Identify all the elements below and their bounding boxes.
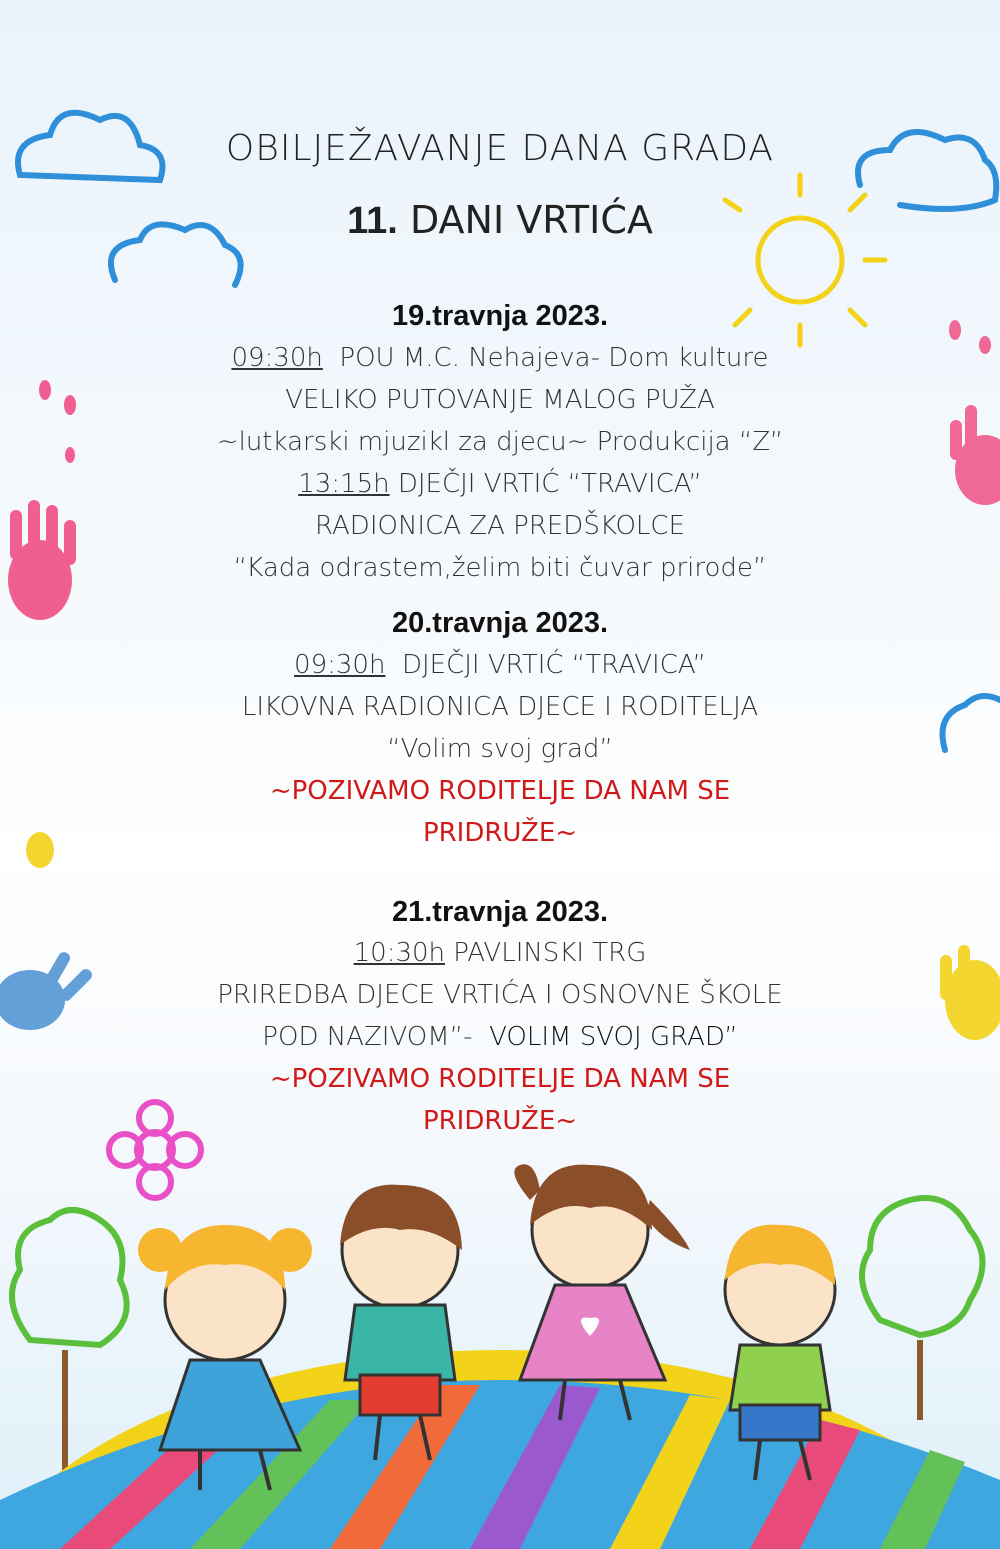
parent-invite: ~POZIVAMO RODITELJE DA NAM SE (269, 1064, 731, 1094)
parent-invite: ~POZIVAMO RODITELJE DA NAM SE (269, 776, 731, 806)
event-line: LIKOVNA RADIONICA DJECE I RODITELJA (241, 692, 759, 722)
subtitle-text: DANI VRTIĆA (409, 198, 653, 242)
event-header (0, 343, 1000, 373)
event-place: POU M.C. Nehajeva- Dom kulture (339, 343, 769, 373)
event-place: PAVLINSKI TRG (453, 938, 647, 968)
day-date: 20.travnja 2023. (391, 607, 609, 639)
parent-invite: PRIDRUŽE~ (422, 1106, 578, 1136)
event-line: “Kada odrastem,želim biti čuvar prirode” (233, 553, 767, 583)
tree-icon (12, 1210, 127, 1470)
event-time: 09:30h (294, 650, 386, 680)
event-place: DJEČJI VRTIĆ “TRAVICA” (401, 650, 706, 680)
child-girl-blue-illustration (138, 1225, 312, 1490)
poster-title: OBILJEŽAVANJE DANA GRADA (225, 128, 775, 169)
event-time: 09:30h (231, 343, 323, 373)
subtitle-number: 11. (347, 200, 398, 242)
event-line: VELIKO PUTOVANJE MALOG PUŽA (285, 385, 715, 415)
event-line (0, 1022, 1000, 1052)
parent-invite: PRIDRUŽE~ (422, 818, 578, 848)
poster-subtitle (0, 198, 1000, 243)
event-header (0, 938, 1000, 968)
event-time: 13:15h (298, 469, 390, 499)
event-place: DJEČJI VRTIĆ “TRAVICA” (397, 469, 702, 499)
event-header (0, 469, 1000, 499)
event-time: 10:30h (353, 938, 446, 968)
tree-icon (862, 1198, 983, 1420)
event-line: ~lutkarski mjuzikl za djecu~ Produkcija “Z” (216, 427, 784, 457)
event-header (0, 650, 1000, 680)
day-date: 19.travnja 2023. (391, 300, 609, 332)
day-date: 21.travnja 2023. (391, 896, 609, 928)
event-line: PRIREDBA DJECE VRTIĆA I OSNOVNE ŠKOLE (217, 980, 783, 1010)
event-title-highlight: VOLIM SVOJ GRAD” (489, 1022, 738, 1052)
globe-ground (0, 1350, 1000, 1549)
event-line: RADIONICA ZA PREDŠKOLCE (315, 511, 685, 541)
event-line: “Volim svoj grad” (387, 734, 613, 764)
event-line-prefix: POD NAZIVOM”- (262, 1022, 473, 1052)
handprint-icon (8, 380, 76, 620)
